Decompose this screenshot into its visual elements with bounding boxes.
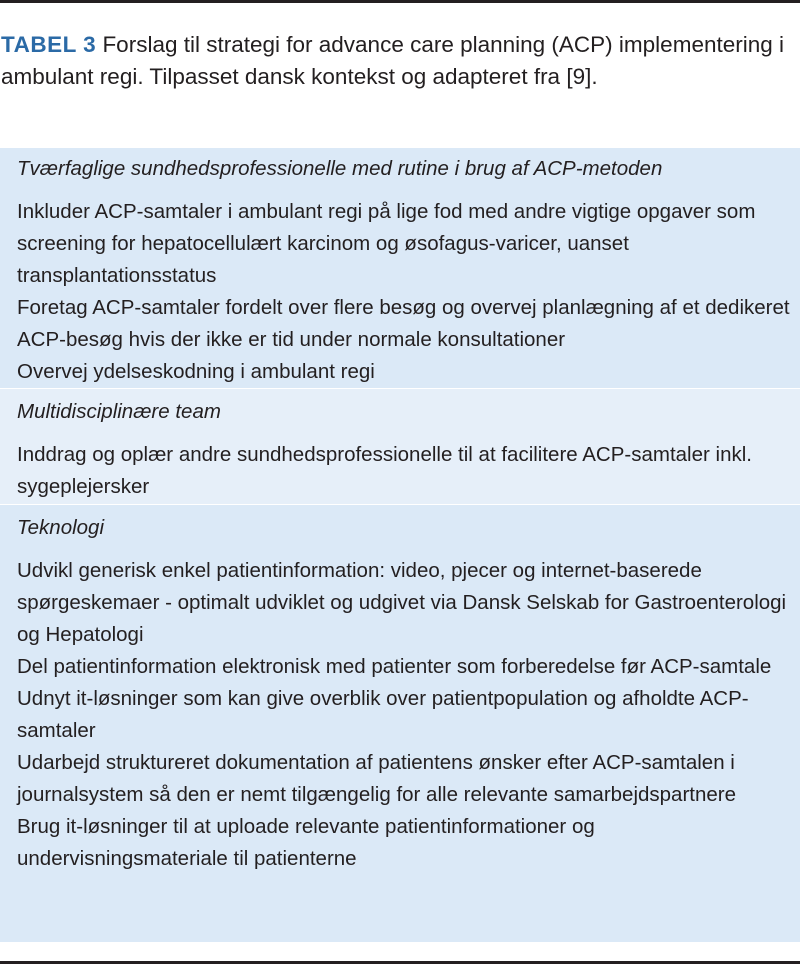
- section-body: [17, 196, 797, 388]
- bottom-rule: [0, 961, 800, 964]
- table-caption: [1, 29, 791, 92]
- list-item: Del patientinformation elektronisk med patienter som forberedelse før ACP-samtale: [17, 655, 772, 678]
- list-item: Inkluder ACP-samtaler i ambulant regi på lige fod med andre vigtige opgaver som screening for hepatocellulært karcinom og øsofagus-varicer, uanset transplantationsstatus: [17, 200, 756, 287]
- list-item: Udvikl generisk enkel patientinformation: video, pjecer og internet-baserede spørgeskemaer - optimalt udviklet og udgivet via Dansk Selskab for Gastroenterologi og Hepatologi: [17, 559, 787, 646]
- section-heading: Tværfaglige sundhedsprofessionelle med rutine i brug af ACP-metoden: [17, 157, 663, 180]
- table-caption-text: Forslag til strategi for advance care planning (ACP) implementering i ambulant regi. Tilpasset dansk kontekst og adapteret fra [9].: [1, 32, 784, 89]
- list-item: Overvej ydelseskodning i ambulant regi: [17, 360, 375, 383]
- section-multidisciplinaere: [0, 389, 800, 504]
- list-item: Foretag ACP-samtaler fordelt over flere besøg og overvej planlægning af et dedikeret ACP-besøg hvis der ikke er tid under normale konsultationer: [17, 296, 790, 351]
- list-item: Inddrag og oplær andre sundhedsprofessionelle til at facilitere ACP-samtaler inkl. sygeplejersker: [17, 443, 752, 498]
- section-body: [17, 439, 797, 503]
- section-heading: Teknologi: [17, 516, 105, 539]
- section-tvaerfaglige: [0, 148, 800, 388]
- section-teknologi: [0, 505, 800, 942]
- list-item: Udarbejd struktureret dokumentation af patientens ønsker efter ACP-samtalen i journalsystem så den er nemt tilgængelig for alle relevante samarbejdspartnere: [17, 751, 737, 806]
- top-rule: [0, 0, 800, 3]
- section-body: [17, 555, 797, 875]
- list-item: Udnyt it-løsninger som kan give overblik over patientpopulation og afholdte ACP-samtaler: [17, 687, 749, 742]
- table-label: TABEL 3: [1, 32, 97, 57]
- list-item: Brug it-løsninger til at uploade relevante patientinformationer og undervisningsmateriale til patienterne: [17, 815, 595, 870]
- section-heading: Multidisciplinære team: [17, 400, 221, 423]
